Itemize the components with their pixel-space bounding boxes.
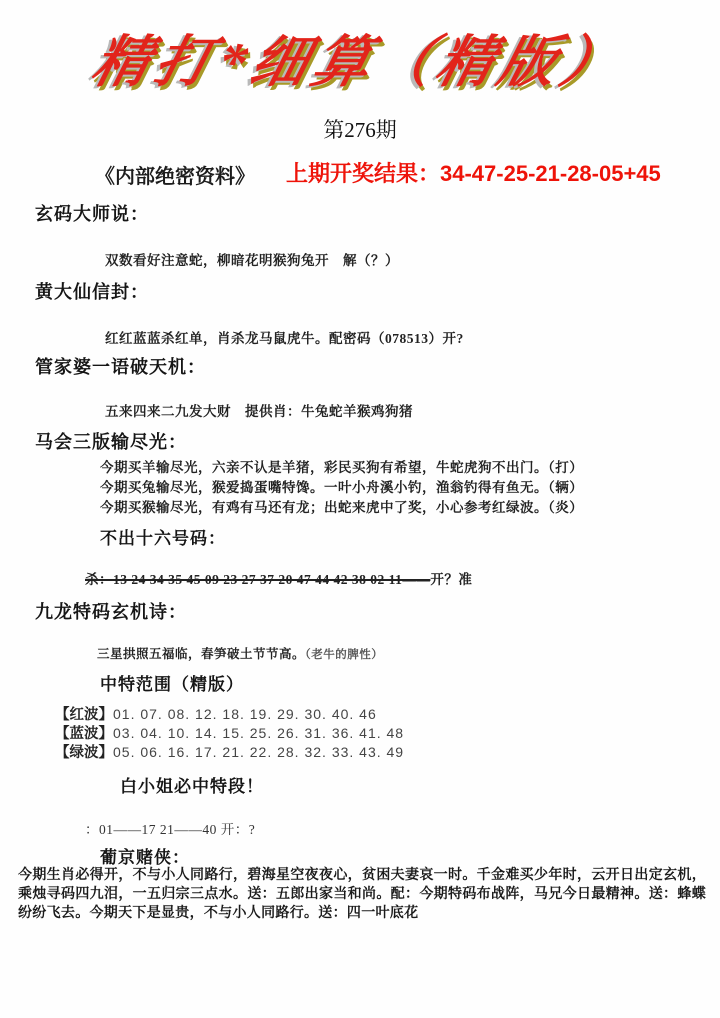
section-heading-baixiaojie: 白小姐必中特段！ (120, 777, 264, 796)
jiulong-poem (97, 644, 383, 662)
section-heading-mahui: 马会三版输尽光： (35, 432, 187, 452)
section-heading-pujing: 葡京赌侠： (100, 848, 190, 867)
mahui-line-2: 今期买兔输尽光，猴爱捣蛋嘴特馋。一叶小舟溪小钓，渔翁钓得有鱼无。（辆） (100, 480, 584, 495)
section-heading-guanjiapo: 管家婆一语破天机： (35, 357, 206, 377)
wave-label-green: 【绿波】 (55, 745, 113, 761)
wave-row-blue (55, 722, 404, 743)
wave-label-red: 【红波】 (55, 707, 113, 723)
pujing-paragraph: 今期生肖必得开，不与小人同路行，碧海星空夜夜心，贫困夫妻哀一时。千金难买少年时，云开日出定玄机，乘烛寻码四九泪，一五归宗三点水。送：五郎出家当和尚。配：今期特码布战阵，马兄今日最精神。送：蜂蝶纷纷飞去。今期天下是显贵，不与小人同路行。送：四一叶底花 (18, 868, 706, 921)
source-label: 《内部绝密资料》 (95, 166, 255, 188)
issue-number: 第276期 (323, 118, 397, 142)
section-heading-sixteen: 不出十六号码： (100, 529, 226, 548)
wave-row-green (55, 741, 404, 762)
section-heading-jiulong: 九龙特码玄机诗： (35, 602, 187, 622)
jiulong-poem-note: （老牛的脾性） (305, 649, 384, 661)
wave-numbers-red: 01. 07. 08. 12. 18. 19. 29. 30. 40. 46 (113, 706, 377, 722)
wave-label-blue: 【蓝波】 (55, 726, 113, 742)
baixiaojie-range: ：01——17 21——40 开：? (85, 822, 256, 837)
section-heading-xuanma: 玄码大师说： (35, 204, 149, 224)
huangdaxian-content: 红红蓝蓝杀红单，肖杀龙马鼠虎牛。配密码（078513）开? (105, 331, 464, 346)
mahui-line-1: 今期买羊输尽光，六亲不认是羊猪，彩民买狗有希望，牛蛇虎狗不出门。（打） (100, 460, 584, 475)
wave-numbers-blue: 03. 04. 10. 14. 15. 25. 26. 31. 36. 41. 48 (113, 725, 405, 741)
killed-numbers-tail: 开？准 (430, 572, 473, 587)
section-heading-huangdaxian: 黄大仙信封： (35, 282, 149, 302)
last-draw-result: 上期开奖结果：34-47-25-21-28-05+45 (286, 161, 661, 186)
page-title: 精打*细算（精版） (86, 32, 632, 94)
killed-numbers-struck: 杀：13 24 34 35 45 09 23 27 37 20 47 44 42 38 02 11—— (85, 572, 431, 587)
section-heading-zhongte: 中特范围（精版） (100, 675, 244, 694)
mahui-line-3: 今期买猴输尽光，有鸡有马还有龙；出蛇来虎中了奖，小心参考红绿波。（炎） (100, 500, 584, 515)
wave-numbers-green: 05. 06. 16. 17. 21. 22. 28. 32. 33. 43. 49 (113, 744, 405, 760)
jiulong-poem-text: 三星拱照五福临，春笋破土节节高。 (97, 647, 306, 661)
xuanma-content: 双数看好注意蛇，柳暗花明猴狗兔开 解（？） (105, 253, 399, 268)
killed-numbers-line (85, 568, 472, 588)
wave-row-red (55, 703, 377, 724)
guanjiapo-content: 五来四来二九发大财 提供肖：牛兔蛇羊猴鸡狗猪 (105, 404, 413, 419)
